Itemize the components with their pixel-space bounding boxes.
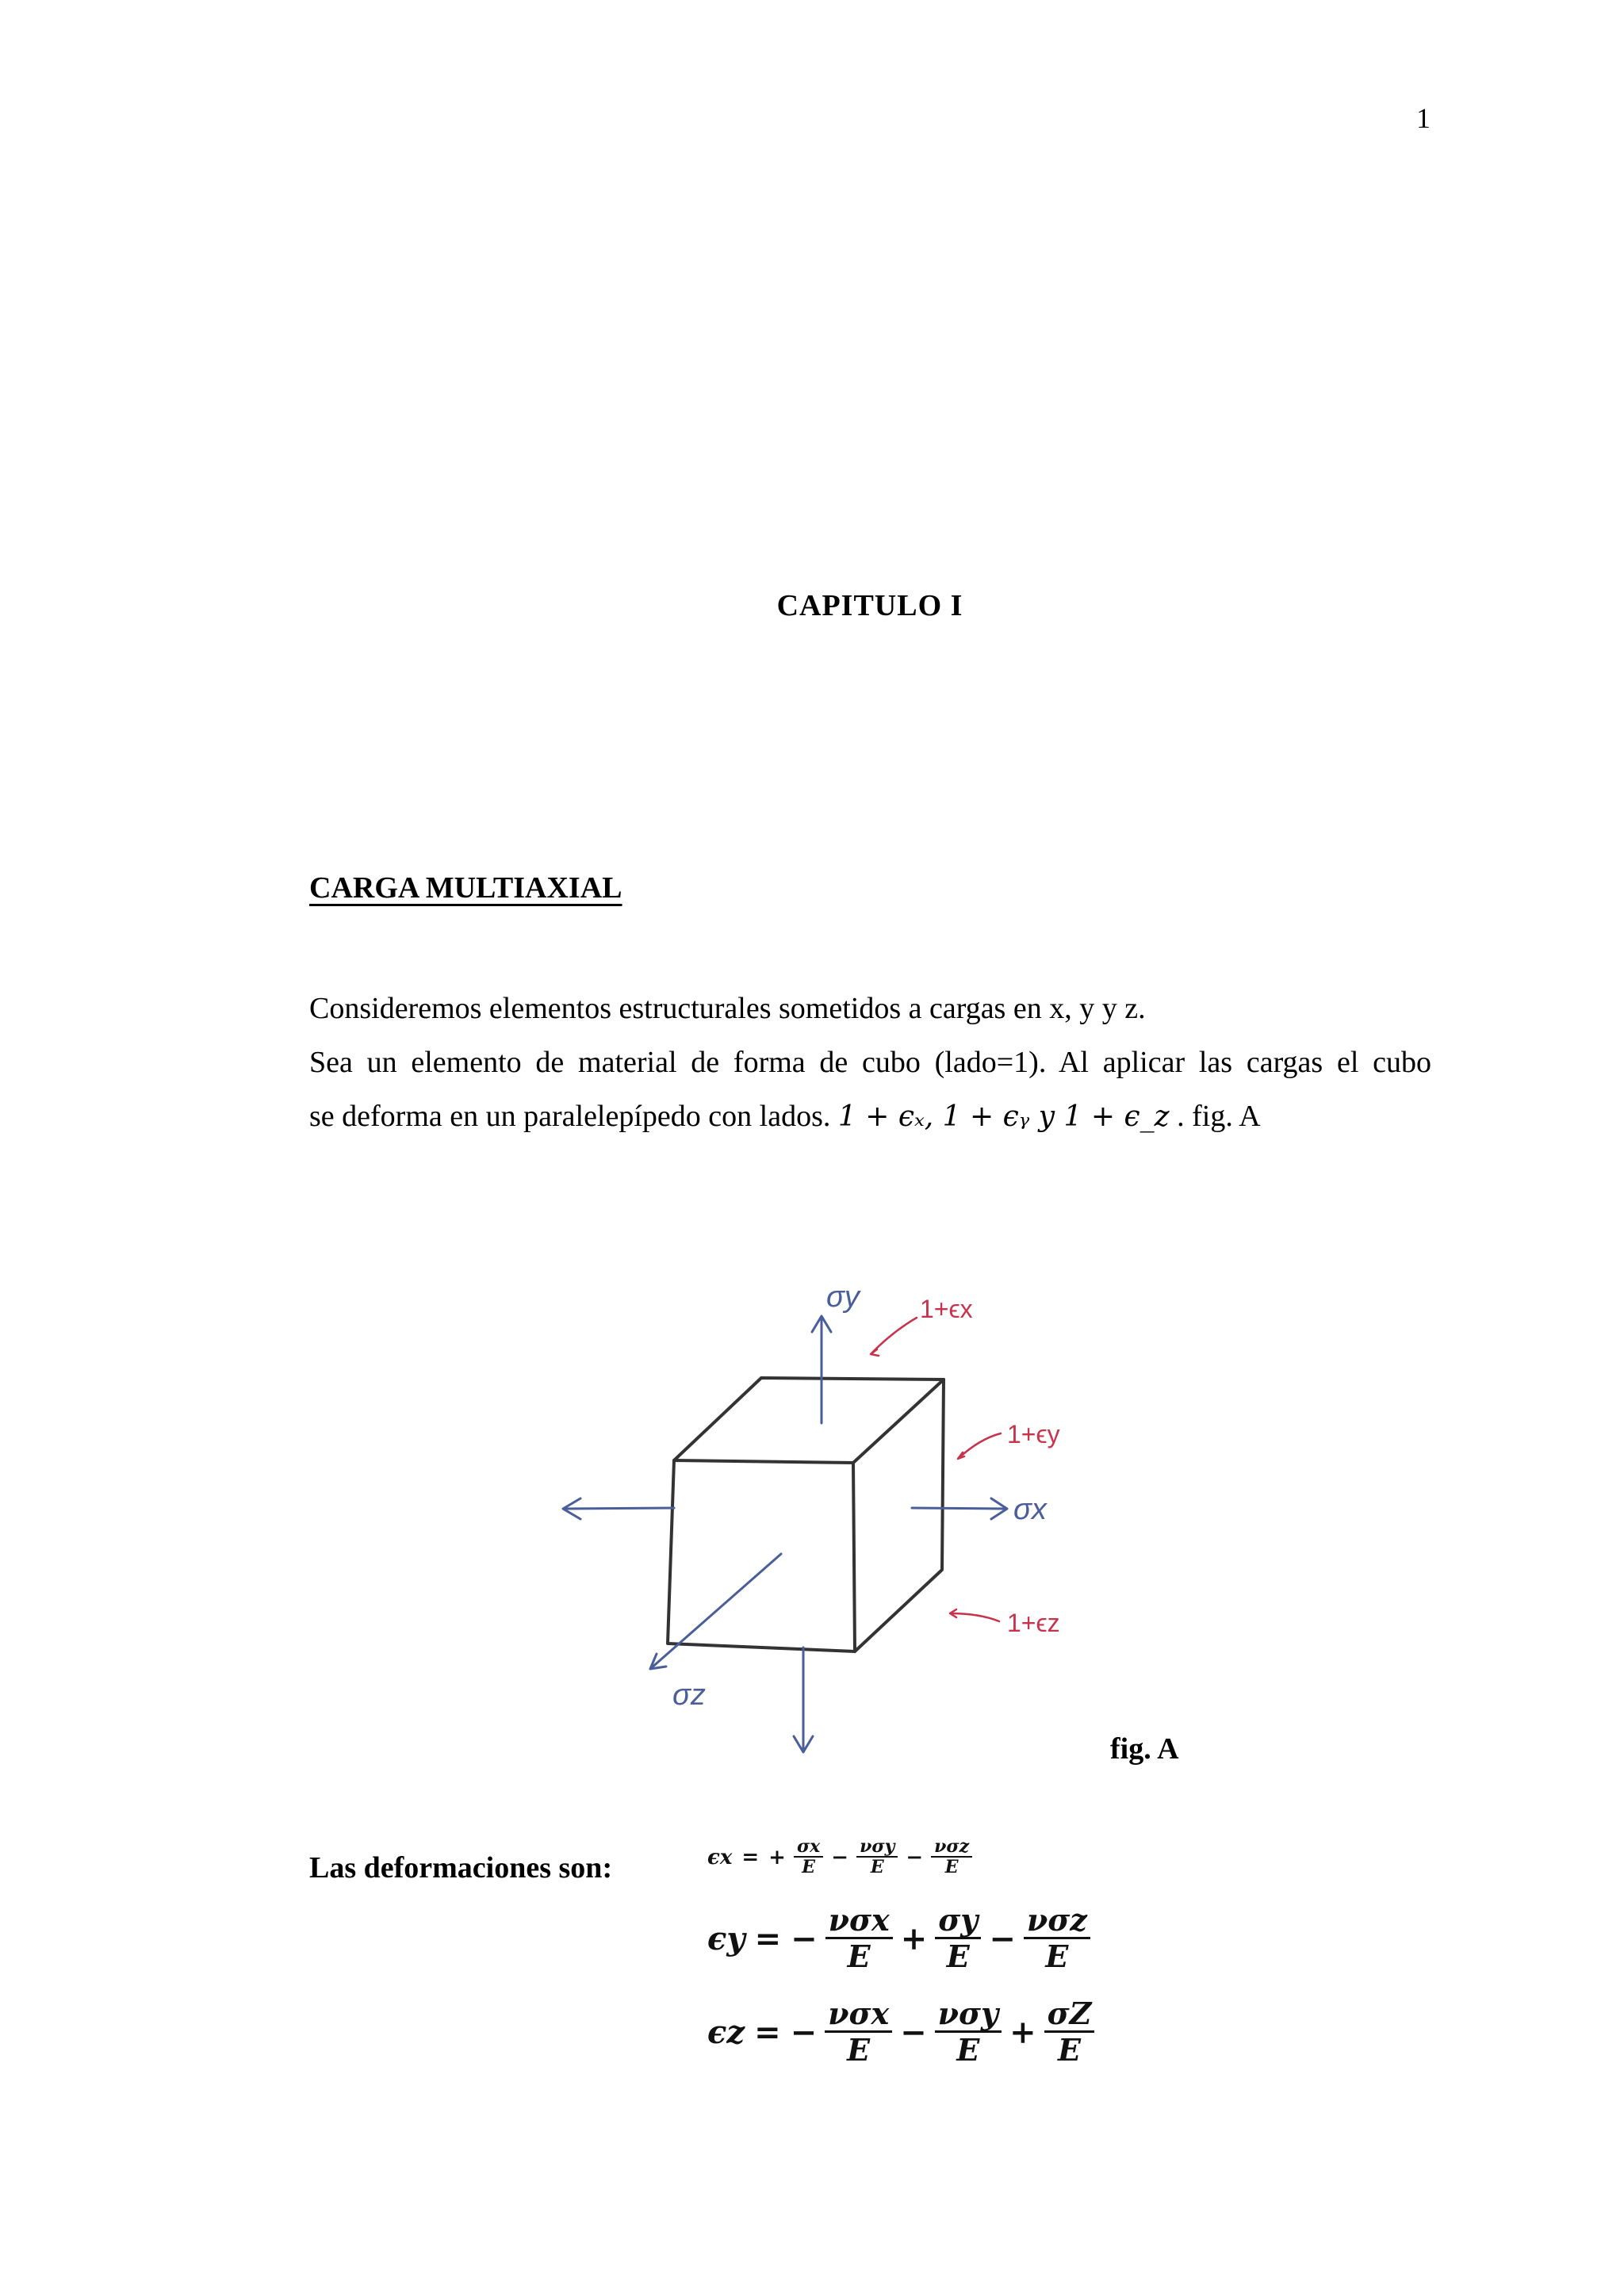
numerator: νσy	[935, 1997, 1002, 2033]
equals-sign: =	[754, 2013, 781, 2051]
denominator: E	[956, 2031, 980, 2068]
equation-lhs: ϵz	[707, 2013, 745, 2051]
sigma-z-label: σz	[672, 1678, 706, 1712]
denominator: E	[802, 1857, 815, 1878]
denominator: E	[1058, 2031, 1082, 2068]
cube-front-face	[668, 1460, 855, 1651]
fraction	[794, 1837, 823, 1877]
deformations-label: Las deformaciones son:	[309, 1851, 613, 1885]
fraction	[825, 1997, 892, 2067]
paragraph-line-2: Sea un elemento de material de forma de cubo (lado=1). Al aplicar las cargas el cubo	[309, 1046, 1431, 1079]
equation-epsilon-y	[703, 1892, 1178, 1985]
equation-lhs: ϵy	[707, 1919, 745, 1957]
denominator: E	[1045, 1938, 1069, 1974]
sign: +	[1009, 2013, 1036, 2051]
sign: −	[906, 1846, 924, 1869]
sign: −	[989, 1919, 1016, 1957]
fraction	[1044, 1997, 1095, 2067]
fraction	[931, 1837, 972, 1877]
strain-z-pointer	[950, 1609, 999, 1621]
equals-sign: =	[741, 1846, 760, 1869]
denominator: E	[847, 1938, 871, 1974]
sigma-y-down-arrow	[794, 1647, 813, 1752]
strain-equations	[703, 1823, 1178, 2079]
fraction	[935, 1997, 1002, 2067]
fraction	[825, 1901, 893, 1974]
sigma-y-arrow	[812, 1316, 831, 1423]
sides-expression: 1 + ϵₓ, 1 + ϵᵧ y 1 + ϵ_z	[837, 1100, 1170, 1133]
numerator: νσx	[825, 1997, 892, 2033]
sigma-x-left-arrow	[563, 1498, 674, 1519]
strain-y-label: 1+ϵy	[1007, 1420, 1060, 1448]
cube-stress-diagram	[539, 1261, 1110, 1768]
numerator: σy	[935, 1904, 981, 1939]
strain-x-pointer	[871, 1318, 917, 1356]
cube-top-face	[674, 1378, 944, 1463]
equals-sign: =	[754, 1919, 782, 1957]
equation-epsilon-z	[703, 1985, 1178, 2079]
denominator: E	[944, 1857, 959, 1878]
sign: −	[831, 1846, 849, 1869]
strain-z-label: 1+ϵz	[1007, 1609, 1060, 1637]
fraction	[935, 1901, 981, 1974]
numerator: νσx	[825, 1904, 893, 1939]
fraction	[1024, 1901, 1090, 1974]
sign: +	[900, 1919, 928, 1957]
numerator: σZ	[1044, 1997, 1095, 2033]
sign: +	[768, 1846, 786, 1869]
sigma-x-label: σx	[1013, 1493, 1047, 1526]
page-number: 1	[1416, 102, 1431, 134]
sigma-x-right-arrow	[912, 1498, 1007, 1519]
numerator: σx	[794, 1837, 823, 1858]
strain-y-pointer	[958, 1433, 1001, 1459]
intro-paragraph	[309, 982, 1431, 1144]
paragraph-line-1: Consideremos elementos estructurales sometidos a cargas en x, y y z.	[309, 992, 1146, 1025]
figure-caption: fig. A	[1110, 1732, 1179, 1766]
equation-epsilon-x	[703, 1823, 1178, 1892]
sigma-y-label: σy	[826, 1280, 860, 1314]
denominator: E	[870, 1857, 884, 1878]
fraction	[856, 1837, 898, 1877]
strain-x-label: 1+ϵx	[920, 1295, 973, 1323]
numerator: νσy	[856, 1837, 898, 1858]
figure-reference: . fig. A	[1177, 1100, 1261, 1133]
numerator: νσz	[931, 1837, 972, 1858]
denominator: E	[847, 2031, 871, 2068]
paragraph-line-3-text: se deforma en un paralelepípedo con lados.	[309, 1100, 831, 1133]
sign: −	[790, 2013, 818, 2051]
sign: −	[900, 2013, 927, 2051]
section-title: CARGA MULTIAXIAL	[309, 871, 622, 905]
chapter-title: CAPITULO I	[776, 589, 963, 622]
numerator: νσz	[1024, 1904, 1090, 1939]
paragraph-line-3	[309, 1089, 1431, 1144]
denominator: E	[946, 1938, 970, 1974]
equation-lhs: ϵx	[707, 1846, 733, 1869]
sign: −	[791, 1919, 818, 1957]
